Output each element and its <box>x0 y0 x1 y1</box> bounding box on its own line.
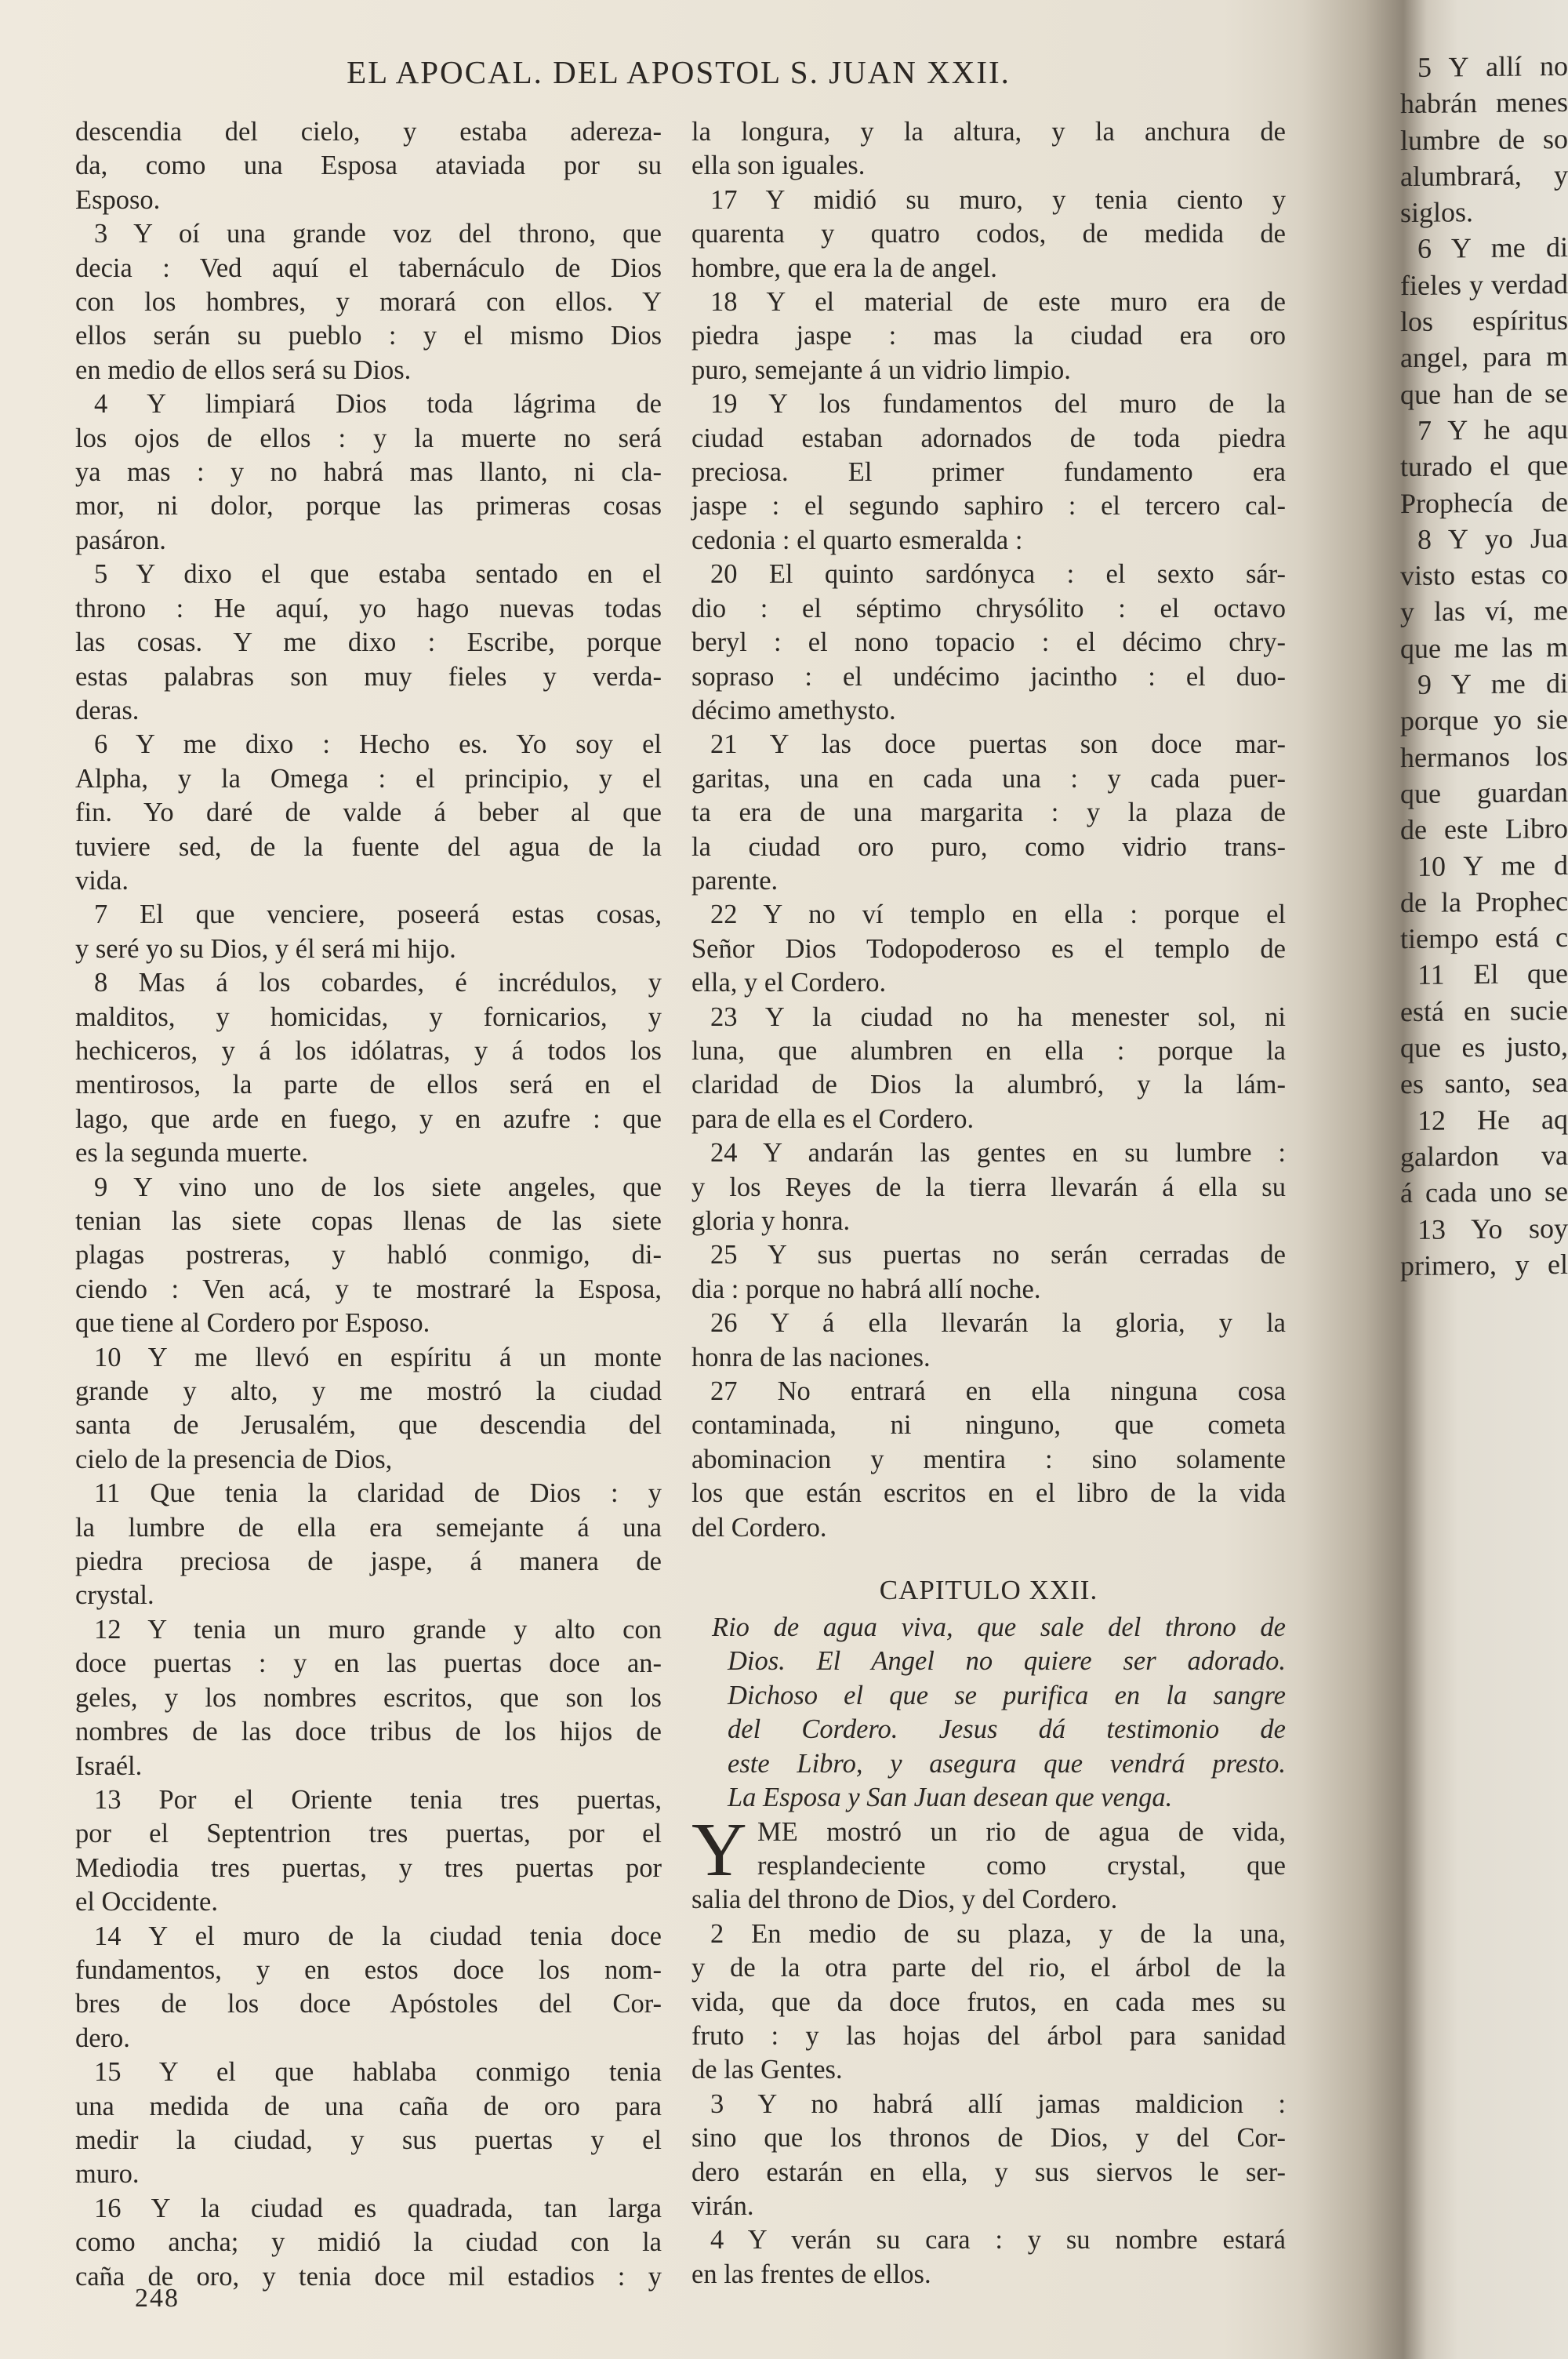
text-line: 6 Y me dixo : Hecho es. Yo soy el <box>94 729 662 760</box>
text-line: porque yo sie <box>1400 703 1568 737</box>
verse-paragraph <box>691 1375 1286 1545</box>
text-line: ciendo : Ven acá, y te mostraré la Esposa, <box>75 1274 662 1304</box>
text-line: throno : He aquí, yo hago nuevas todas <box>75 593 662 623</box>
text-line: angel, para m <box>1400 340 1568 374</box>
text-line: la lumbre de ella era semejante á una <box>75 1512 662 1543</box>
text-line: 17 Y midió su muro, y tenia ciento y <box>710 184 1286 215</box>
text-line: galardon va <box>1400 1139 1568 1173</box>
text-line: 9 Y me di <box>1417 667 1568 700</box>
text-line: ellos serán su pueblo : y el mismo Dios <box>75 321 662 351</box>
verse-paragraph <box>691 1238 1286 1307</box>
text-line: una medida de una caña de oro para <box>75 2091 662 2121</box>
text-line: 13 Yo soy <box>1417 1212 1568 1245</box>
text-line: decia : Ved aquí el tabernáculo de Dios <box>75 253 662 283</box>
text-line: abominacion y mentira : sino solamente <box>691 1444 1286 1474</box>
text-line: mor, ni dolor, porque las primeras cosas <box>75 491 662 522</box>
text-line: 12 Y tenia un muro grande y alto con <box>94 1614 662 1645</box>
text-line: de las Gentes. <box>691 2055 843 2085</box>
text-line: Esposo. <box>75 184 161 215</box>
text-line: doce puertas : y en las puertas doce an- <box>75 1648 662 1679</box>
text-line: en medio de ellos será su Dios. <box>75 354 412 385</box>
text-line: geles, y los nombres escritos, que son los <box>75 1682 662 1713</box>
text-line: y seré yo su Dios, y él será mi hijo. <box>75 933 456 964</box>
text-line: turado el que <box>1400 449 1568 483</box>
chapter-22-verses <box>691 1917 1286 2292</box>
text-line: y de la otra parte del rio, el árbol de la <box>691 1953 1286 1983</box>
text-line: 10 Y me d <box>1417 849 1568 882</box>
text-line: con los hombres, y morará con ellos. Y <box>75 287 662 318</box>
text-line: dero estarán en ella, y sus siervos le ser- <box>691 2157 1286 2187</box>
text-line: 23 Y la ciudad no ha menester sol, ni <box>710 1001 1286 1032</box>
text-line: 24 Y andarán las gentes en su lumbre : <box>710 1138 1286 1169</box>
verse-paragraph <box>691 728 1286 898</box>
text-line: deras. <box>75 695 140 725</box>
text-line: Alpha, y la Omega : el principio, y el <box>75 763 662 794</box>
text-line: dia : porque no habrá allí noche. <box>691 1274 1041 1304</box>
text-line: Prophecía de <box>1400 485 1568 519</box>
text-line: por el Septentrion tres puertas, por el <box>75 1819 662 1849</box>
text-line: 16 Y la ciudad es quadrada, tan larga <box>94 2193 662 2223</box>
text-line: que me las m <box>1400 631 1568 664</box>
text-line: es santo, sea <box>1400 1067 1568 1100</box>
verse-paragraph <box>75 2055 662 2192</box>
text-line: 15 Y el que hablaba conmigo tenia <box>94 2057 662 2088</box>
text-line: sopraso : el undécimo jacintho : el duo- <box>691 661 1286 692</box>
first-verse <box>691 1807 1286 1917</box>
text-line: claridad de Dios la alumbró, y la lám- <box>691 1070 1286 1100</box>
text-line: en las frentes de ellos. <box>691 2259 931 2289</box>
text-line: jaspe : el segundo saphiro : el tercero cal- <box>691 491 1286 522</box>
text-line: 12 He aq <box>1417 1103 1568 1136</box>
text-line: ciudad estaban adornados de toda piedra <box>691 423 1286 453</box>
text-line: pasáron. <box>75 525 166 555</box>
text-line: 3 Y no habrá allí jamas maldicion : <box>710 2088 1286 2119</box>
text-line: los ojos de ellos : y la muerte no será <box>75 423 662 453</box>
text-line: visto estas co <box>1400 558 1568 592</box>
chapter-21-verses <box>691 115 1286 1545</box>
text-line: 11 El que <box>1417 958 1568 991</box>
verse-paragraph <box>75 1477 662 1613</box>
text-line: crystal. <box>75 1580 154 1611</box>
verse-paragraph <box>75 2192 662 2294</box>
verse-paragraph <box>691 1001 1286 1137</box>
text-line: alumbrará, y <box>1400 158 1568 193</box>
text-line: 2 En medio de su plaza, y de la una, <box>710 1918 1286 1949</box>
text-line: ME mostró un rio de agua de vida, <box>757 1816 1286 1847</box>
text-line: dio : el séptimo chrysólito : el octavo <box>691 593 1286 623</box>
verse-paragraph <box>691 2088 1286 2224</box>
text-line: virán. <box>691 2190 754 2221</box>
text-line: salia del throno de Dios, y del Cordero. <box>691 1885 1118 1915</box>
verse-paragraph <box>75 1341 662 1478</box>
verse-paragraph <box>691 1307 1286 1375</box>
text-line: la ciudad oro puro, como vidrio trans- <box>691 831 1286 862</box>
text-line: La Esposa y San Juan desean que venga. <box>728 1783 1173 1813</box>
text-line: está en sucie <box>1400 994 1568 1027</box>
text-line: la longura, y la altura, y la anchura de <box>691 117 1286 147</box>
text-line: parente. <box>691 865 779 896</box>
text-line: honra de las naciones. <box>691 1342 931 1372</box>
text-line: 10 Y me llevó en espíritu á un monte <box>94 1342 662 1372</box>
text-line: que han de se <box>1400 376 1568 410</box>
text-line: ta era de una margarita : y la plaza de <box>691 798 1286 828</box>
text-line: primero, y el <box>1400 1248 1568 1281</box>
text-line: el Occidente. <box>75 1887 218 1917</box>
text-line: los espíritus <box>1400 304 1568 338</box>
text-line: 8 Y yo Jua <box>1417 522 1568 555</box>
text-line: 7 El que venciere, poseerá estas cosas, <box>94 900 662 930</box>
text-line: da, como una Esposa ataviada por su <box>75 151 662 181</box>
text-line: tenian las siete copas llenas de las siete <box>75 1206 662 1236</box>
text-line: hechiceros, y á los idólatras, y á todos los <box>75 1035 662 1066</box>
text-line: 4 Y limpiará Dios toda lágrima de <box>94 389 662 420</box>
text-line: 5 Y allí no <box>1417 49 1568 83</box>
right-column <box>691 115 1286 2292</box>
text-line: 25 Y sus puertas no serán cerradas de <box>710 1240 1286 1270</box>
text-line: Dios. El Angel no quiere ser adorado. <box>728 1646 1286 1677</box>
text-line: garitas, una en cada una : y cada puer- <box>691 763 1286 794</box>
text-line: resplandeciente como crystal, que <box>757 1850 1286 1881</box>
text-line: nombres de las doce tribus de los hijos de <box>75 1717 662 1747</box>
text-line: 7 Y he aqu <box>1417 413 1568 446</box>
text-line: sino que los thronos de Dios, y del Cor- <box>691 2123 1286 2154</box>
verse-paragraph <box>691 184 1286 285</box>
text-line: 11 Que tenia la claridad de Dios : y <box>94 1478 662 1509</box>
chapter-heading: CAPITULO XXII. <box>879 1575 1098 1606</box>
text-line: es la segunda muerte. <box>75 1138 308 1169</box>
text-line: contaminada, ni ninguno, que cometa <box>691 1410 1286 1441</box>
text-line: décimo amethysto. <box>691 695 896 725</box>
text-line: grande y alto, y me mostró la ciudad <box>75 1376 662 1407</box>
text-line: 21 Y las doce puertas son doce mar- <box>710 729 1286 760</box>
running-header: EL APOCAL. DEL APOSTOL S. JUAN XXII. <box>347 54 1011 90</box>
text-line: que tiene al Cordero por Esposo. <box>75 1308 430 1339</box>
text-line: 26 Y á ella llevarán la gloria, y la <box>710 1308 1286 1339</box>
text-line: bres de los doce Apóstoles del Cor- <box>75 1989 662 2019</box>
text-line: siglos. <box>1400 196 1474 229</box>
page-number: 248 <box>135 2284 180 2313</box>
text-line: preciosa. El primer fundamento era <box>691 457 1286 488</box>
verse-paragraph <box>691 115 1286 184</box>
text-line: cielo de la presencia de Dios, <box>75 1444 393 1474</box>
text-line: vida, que da doce frutos, en cada mes su <box>691 1986 1286 2017</box>
text-line: 27 No entrará en ella ninguna cosa <box>710 1376 1286 1407</box>
text-line: 19 Y los fundamentos del muro de la <box>710 389 1286 420</box>
verse-paragraph <box>75 1920 662 2056</box>
verse-paragraph <box>691 2223 1286 2292</box>
text-line: beryl : el nono topacio : el décimo chry- <box>691 627 1286 658</box>
text-line: este Libro, y asegura que vendrá presto. <box>728 1748 1286 1779</box>
text-line: caña de oro, y tenia doce mil estadios : y <box>75 2261 662 2292</box>
text-line: puro, semejante á un vidrio limpio. <box>691 354 1071 385</box>
text-line: 6 Y me di <box>1417 231 1568 265</box>
text-line: 8 Mas á los cobardes, é incrédulos, y <box>94 968 662 998</box>
verse-paragraph <box>691 1917 1286 2088</box>
text-line: gloria y honra. <box>691 1206 851 1236</box>
text-line: de la Prophec <box>1400 885 1568 918</box>
text-line: 14 Y el muro de la ciudad tenia doce <box>94 1921 662 1951</box>
text-line: hombre, que era la de angel. <box>691 253 997 283</box>
text-line: habrán menes <box>1400 86 1568 120</box>
verse-paragraph <box>691 898 1286 1000</box>
text-line: del Cordero. <box>691 1512 827 1543</box>
text-line: cedonia : el quarto esmeralda : <box>691 525 1023 555</box>
verse-paragraph <box>75 1171 662 1341</box>
text-line: que guardan <box>1400 776 1568 810</box>
text-line: y los Reyes de la tierra llevarán á ella su <box>691 1172 1286 1202</box>
text-line: malditos, y homicidas, y fornicarios, y <box>75 1001 662 1032</box>
text-line: 18 Y el material de este muro era de <box>710 287 1286 318</box>
text-line: 20 El quinto sardónyca : el sexto sár- <box>710 559 1286 590</box>
text-line: que es justo, <box>1400 1030 1568 1064</box>
verse-paragraph <box>75 115 662 217</box>
text-line: fundamentos, y en estos doce los nom- <box>75 1954 662 1985</box>
verse-paragraph <box>75 387 662 558</box>
text-line: hermanos los <box>1400 740 1568 773</box>
text-line: como ancha; y midió la ciudad con la <box>75 2227 662 2258</box>
text-line: de este Libro <box>1400 812 1568 846</box>
text-line: á cada uno se <box>1400 1176 1568 1209</box>
text-line: ella, y el Cordero. <box>691 968 887 998</box>
verse-paragraph <box>75 728 662 898</box>
text-line: 13 Por el Oriente tenia tres puertas, <box>94 1784 662 1815</box>
text-line: estas palabras son muy fieles y verda- <box>75 661 662 692</box>
text-line: Señor Dios Todopoderoso es el templo de <box>691 933 1286 964</box>
text-line: luna, que alumbren en ella : porque la <box>691 1035 1286 1066</box>
chapter-summary <box>691 1611 1286 1815</box>
text-line: 22 Y no ví templo en ella : porque el <box>710 900 1286 930</box>
text-line: los que están escritos en el libro de la vida <box>691 1478 1286 1509</box>
text-line: quarenta y quatro codos, de medida de <box>691 219 1286 249</box>
text-line: 5 Y dixo el que estaba sentado en el <box>94 559 662 590</box>
text-line: vida. <box>75 865 129 896</box>
text-line: medir la ciudad, y sus puertas y el <box>75 2125 662 2155</box>
text-line: plagas postreras, y habló conmigo, di- <box>75 1240 662 1270</box>
text-line: tiempo está c <box>1400 921 1568 955</box>
text-line: piedra preciosa de jaspe, á manera de <box>75 1547 662 1577</box>
verse-paragraph <box>691 387 1286 558</box>
text-line: descendia del cielo, y estaba adereza- <box>75 117 662 147</box>
text-line: las cosas. Y me dixo : Escribe, porque <box>75 627 662 658</box>
text-line: tuviere sed, de la fuente del agua de la <box>75 831 662 862</box>
drop-cap: Y <box>691 1807 747 1892</box>
verse-paragraph <box>75 217 662 387</box>
text-line: Israél. <box>75 1750 143 1781</box>
text-line: fin. Yo daré de valde á beber al que <box>75 798 662 828</box>
facing-page-fragment <box>1400 48 1568 1284</box>
text-line: ella son iguales. <box>691 151 866 181</box>
text-line: piedra jaspe : mas la ciudad era oro <box>691 321 1286 351</box>
text-line: del Cordero. Jesus dá testimonio de <box>728 1714 1286 1745</box>
text-line: Dichoso el que se purifica en la sangre <box>728 1680 1286 1710</box>
text-line: Rio de agua viva, que sale del throno de <box>712 1612 1286 1643</box>
text-line: dero. <box>75 2023 130 2053</box>
verse-paragraph <box>75 1613 662 1783</box>
text-line: para de ella es el Cordero. <box>691 1103 975 1134</box>
verse-paragraph <box>691 285 1286 387</box>
text-line: lumbre de so <box>1400 122 1568 156</box>
left-column <box>75 115 662 2294</box>
verse-paragraph <box>75 558 662 728</box>
verse-paragraph <box>75 898 662 966</box>
verse-paragraph <box>691 1136 1286 1238</box>
text-line: muro. <box>75 2159 140 2190</box>
text-line: 3 Y oí una grande voz del throno, que <box>94 219 662 249</box>
text-line: y las ví, me <box>1400 594 1568 628</box>
verse-paragraph <box>75 1783 662 1920</box>
verse-paragraph <box>691 558 1286 728</box>
text-line: mentirosos, la parte de ellos será en el <box>75 1070 662 1100</box>
text-line: ya mas : y no habrá mas llanto, ni cla- <box>75 457 662 488</box>
text-line: 9 Y vino uno de los siete angeles, que <box>94 1172 662 1202</box>
text-line: fruto : y las hojas del árbol para sanidad <box>691 2020 1286 2051</box>
verse-paragraph <box>75 966 662 1170</box>
text-line: fieles y verdad <box>1400 267 1568 301</box>
text-line: 4 Y verán su cara : y su nombre estará <box>710 2225 1286 2255</box>
text-line: Mediodia tres puertas, y tres puertas por <box>75 1852 662 1883</box>
text-line: lago, que arde en fuego, y en azufre : que <box>75 1103 662 1134</box>
text-line: santa de Jerusalém, que descendia del <box>75 1410 662 1441</box>
